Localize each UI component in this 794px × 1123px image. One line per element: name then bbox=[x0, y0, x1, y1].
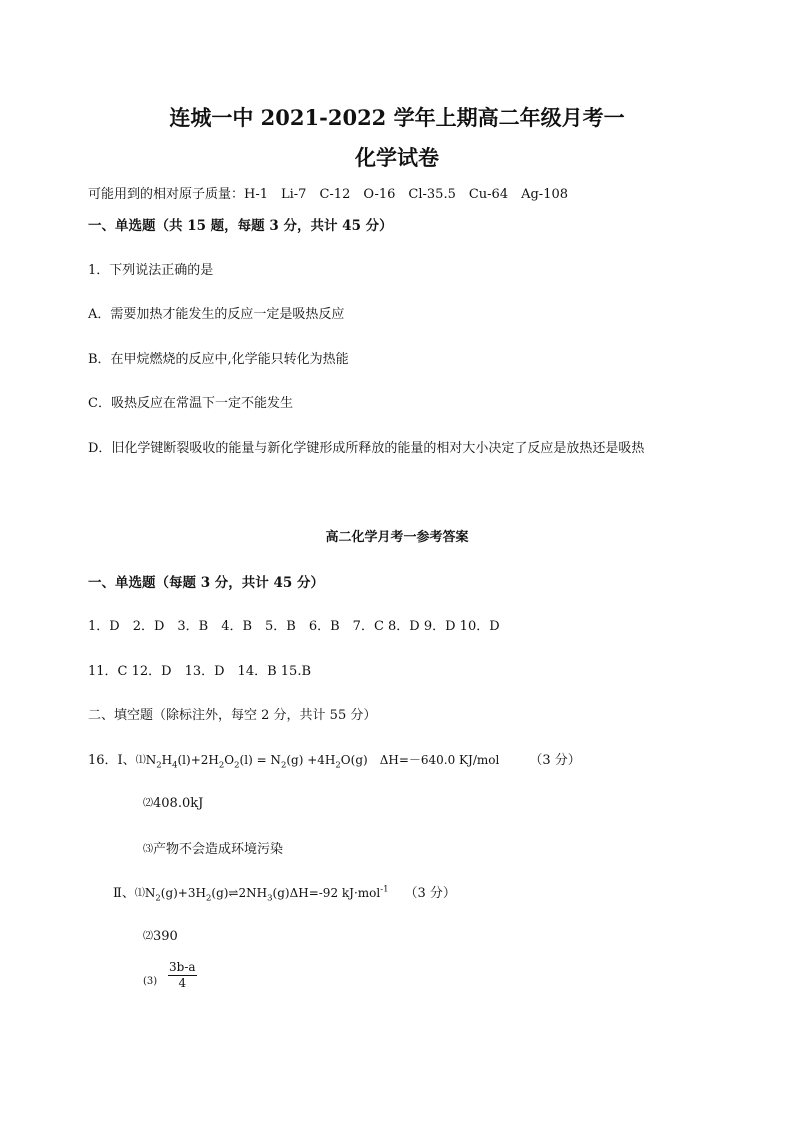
item-number: ⑵ bbox=[143, 798, 153, 809]
answer-section-single-choice: 一、单选题（每题 3 分，共计 45 分） bbox=[88, 575, 324, 591]
enthalpy-value: ΔH=-92 kJ·mol bbox=[289, 886, 381, 900]
fraction-denominator: 4 bbox=[178, 976, 187, 990]
score-note: （3 分） bbox=[529, 753, 581, 768]
answer-row-1: 1．D 2．D 3．B 4．B 5．B 6．B 7．C 8．D 9．D 10．D bbox=[88, 619, 500, 634]
atomic-masses: 可能用到的相对原子质量：H-1 Li-7 C-12 O-16 Cl-35.5 Cu-64 Ag-108 bbox=[88, 187, 569, 202]
fraction-numerator: 3b-a bbox=[169, 960, 196, 974]
question-1-option-b: B．在甲烷燃烧的反应中,化学能只转化为热能 bbox=[88, 352, 349, 367]
answer-16-part-2 bbox=[113, 882, 456, 903]
score-note: （3 分） bbox=[404, 886, 456, 901]
answer-16-part-1 bbox=[88, 749, 581, 770]
question-1-stem: 1．下列说法正确的是 bbox=[88, 263, 214, 278]
question-1-option-d: D．旧化学键断裂吸收的能量与新化学键形成所释放的能量的相对大小决定了反应是放热还是吸热 bbox=[88, 441, 645, 456]
answer-text: 408.0kJ bbox=[153, 796, 204, 811]
question-1-option-a: A．需要加热才能发生的反应一定是吸热反应 bbox=[88, 307, 345, 322]
section-single-choice: 一、单选题（共 15 题，每题 3 分，共计 45 分） bbox=[88, 218, 393, 234]
question-1-option-c: C．吸热反应在常温下一定不能发生 bbox=[88, 396, 293, 411]
answer-section-fill-blank: 二、填空题（除标注外，每空 2 分，共计 55 分） bbox=[88, 708, 377, 723]
item-number: ⑴ bbox=[135, 755, 146, 766]
item-number: ⑶ bbox=[143, 844, 153, 855]
answer-text: 390 bbox=[153, 929, 178, 944]
fraction bbox=[168, 960, 197, 991]
hydrazine-equation: $N_2H_4(l)+2H_2O_2(l) = N_2(g) +4H_2O(g)$ bbox=[145, 753, 368, 771]
answer-16-label: 16．Ⅰ、 bbox=[88, 753, 136, 768]
item-number: ⑴ bbox=[134, 888, 145, 899]
answer-16-i-3 bbox=[143, 838, 283, 857]
answer-row-2: 11．C 12．D 13．D 14．B 15.B bbox=[88, 664, 312, 679]
answer-key-title: 高二化学月考一参考答案 bbox=[325, 530, 469, 545]
exam-subtitle: 化学试卷 bbox=[355, 145, 439, 170]
enthalpy-value: ΔH=－640.0 KJ/mol bbox=[367, 753, 500, 767]
item-number: ⑵ bbox=[143, 931, 153, 942]
part-ii-label: Ⅱ、 bbox=[113, 886, 135, 901]
ammonia-equation: $N_2(g)+3H_2(g)\rightleftharpoons 2NH_3(g)$ bbox=[144, 886, 290, 904]
answer-text: 产物不会造成环境污染 bbox=[153, 842, 284, 857]
unit-exponent: -1 bbox=[380, 884, 389, 895]
exam-title: 连城一中 2021-2022 学年上期高二年级月考一 bbox=[169, 105, 625, 130]
answer-16-ii-2 bbox=[143, 927, 178, 944]
answer-16-ii-3-number: (3) bbox=[143, 976, 158, 987]
answer-16-i-2 bbox=[143, 794, 203, 811]
